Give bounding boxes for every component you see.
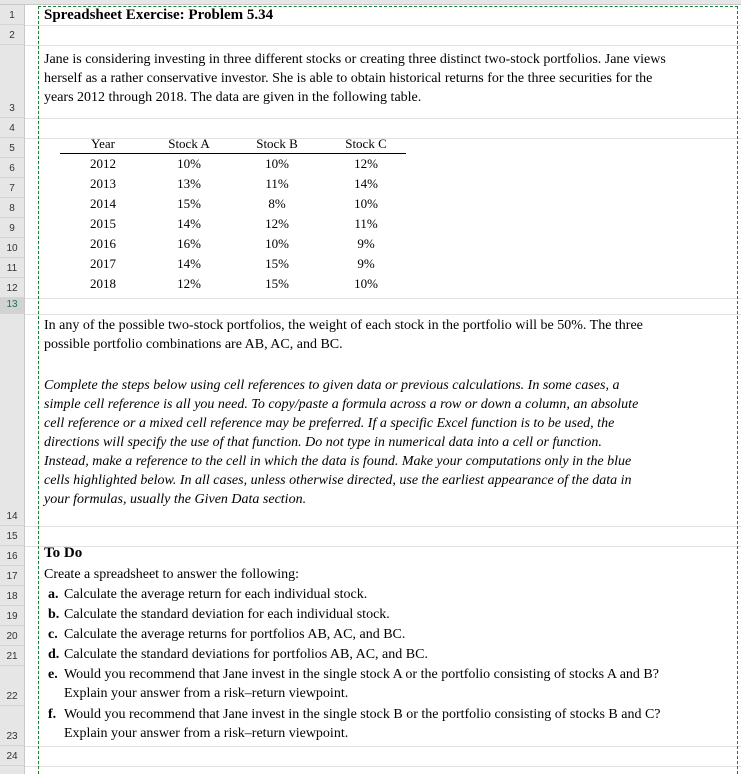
table-cell-stock-c: 10% [354, 196, 378, 211]
table-cell-stock-c: 9% [357, 236, 375, 251]
task-text: Would you recommend that Jane invest in the single stock B or the portfolio consisting of stocks B and C? [64, 707, 661, 722]
table-cell-stock-b: 11% [265, 176, 289, 191]
row-number[interactable]: 8 [0, 198, 24, 218]
table-cell-stock-a: 14% [177, 256, 201, 271]
row-number[interactable]: 10 [0, 238, 24, 258]
task-letter: f. [48, 707, 57, 722]
row-header-column [0, 5, 25, 774]
task-letter: b. [48, 607, 60, 622]
row-number[interactable]: 7 [0, 178, 24, 198]
task-letter: a. [48, 587, 59, 602]
instruction-line: cell reference or a mixed cell reference may be preferred. If a specific Excel function is to be used, the [44, 416, 615, 431]
portfolio-line: possible portfolio combinations are AB, AC, and BC. [44, 337, 343, 352]
row-number[interactable]: 21 [0, 646, 24, 666]
row-number[interactable]: 2 [0, 25, 24, 45]
table-cell-year: 2014 [90, 196, 116, 211]
instruction-line: directions will specify the use of that function. Do not type in numerical data into a cell or function. [44, 435, 602, 450]
row-number[interactable]: 20 [0, 626, 24, 646]
row-number[interactable]: 22 [0, 666, 24, 706]
row-number[interactable]: 15 [0, 526, 24, 546]
row-number[interactable]: 19 [0, 606, 24, 626]
task-text: Calculate the average returns for portfolios AB, AC, and BC. [64, 627, 406, 642]
row-number[interactable]: 5 [0, 138, 24, 158]
task-text: Explain your answer from a risk–return viewpoint. [64, 726, 349, 741]
todo-intro: Create a spreadsheet to answer the following: [44, 567, 300, 582]
intro-line: Jane is considering investing in three different stocks or creating three distinct two-stock portfolios. Jane views [44, 52, 666, 67]
task-letter: d. [48, 647, 60, 662]
row-number[interactable]: 18 [0, 586, 24, 606]
table-cell-stock-c: 11% [354, 216, 378, 231]
column-header-bar [0, 0, 741, 5]
instruction-line: Complete the steps below using cell references to given data or previous calculations. In some cases, a [44, 378, 620, 393]
table-cell-stock-a: 12% [177, 276, 201, 291]
row-number[interactable]: 6 [0, 158, 24, 178]
table-cell-stock-b: 10% [265, 236, 289, 251]
task-text: Calculate the average return for each individual stock. [64, 587, 368, 602]
table-cell-year: 2012 [90, 156, 116, 171]
row-number[interactable]: 4 [0, 118, 24, 138]
row-number[interactable]: 24 [0, 746, 24, 766]
table-header-stock-a: Stock A [168, 136, 210, 151]
task-text: Would you recommend that Jane invest in the single stock A or the portfolio consisting of stocks A and B? [64, 667, 659, 682]
table-cell-stock-b: 15% [265, 276, 289, 291]
intro-line: years 2012 through 2018. The data are given in the following table. [44, 90, 422, 105]
row-number[interactable]: 23 [0, 706, 24, 746]
todo-heading: To Do [44, 545, 83, 561]
table-cell-stock-b: 15% [265, 256, 289, 271]
table-cell-stock-c: 14% [354, 176, 378, 191]
row-number[interactable]: 9 [0, 218, 24, 238]
instruction-line: cells highlighted below. In all cases, unless otherwise directed, use the earliest appearance of the data in [44, 473, 632, 488]
row-number[interactable]: 14 [0, 314, 24, 526]
table-header-stock-c: Stock C [345, 136, 387, 151]
table-cell-stock-b: 8% [268, 196, 286, 211]
table-header-year: Year [91, 136, 115, 151]
task-text: Calculate the standard deviations for portfolios AB, AC, and BC. [64, 647, 428, 662]
table-cell-stock-b: 10% [265, 156, 289, 171]
table-cell-stock-a: 16% [177, 236, 201, 251]
task-letter: e. [48, 667, 58, 682]
instruction-line: simple cell reference is all you need. To copy/paste a formula across a row or down a column, an absolute [44, 397, 639, 412]
table-cell-stock-a: 14% [177, 216, 201, 231]
row-number[interactable]: 11 [0, 258, 24, 278]
table-cell-year: 2015 [90, 216, 116, 231]
task-text: Calculate the standard deviation for each individual stock. [64, 607, 390, 622]
row-number[interactable]: 3 [0, 45, 24, 118]
intro-line: herself as a rather conservative investor. She is able to obtain historical returns for the three securities for the [44, 71, 653, 86]
table-header-rule [60, 153, 406, 154]
portfolio-line: In any of the possible two-stock portfolios, the weight of each stock in the portfolio will be 50%. The three [44, 318, 643, 333]
task-letter: c. [48, 627, 58, 642]
page-title: Spreadsheet Exercise: Problem 5.34 [44, 7, 274, 23]
row-number[interactable]: 12 [0, 278, 24, 298]
instruction-line: Instead, make a reference to the cell in which the data is found. Make your computations only in the blue [44, 454, 632, 469]
row-number[interactable]: 17 [0, 566, 24, 586]
table-header-stock-b: Stock B [256, 136, 298, 151]
table-cell-stock-c: 10% [354, 276, 378, 291]
table-cell-stock-c: 12% [354, 156, 378, 171]
table-cell-stock-c: 9% [357, 256, 375, 271]
row-number-selected[interactable]: 13 [0, 298, 24, 314]
table-cell-year: 2016 [90, 236, 116, 251]
row-number[interactable]: 16 [0, 546, 24, 566]
instruction-line: your formulas, usually the Given Data section. [44, 492, 307, 507]
table-cell-stock-a: 10% [177, 156, 201, 171]
table-cell-stock-b: 12% [265, 216, 289, 231]
table-cell-stock-a: 13% [177, 176, 201, 191]
table-cell-stock-a: 15% [177, 196, 201, 211]
task-text: Explain your answer from a risk–return viewpoint. [64, 686, 349, 701]
table-cell-year: 2013 [90, 176, 116, 191]
table-cell-year: 2018 [90, 276, 116, 291]
table-cell-year: 2017 [90, 256, 116, 271]
row-number[interactable]: 1 [0, 5, 24, 25]
